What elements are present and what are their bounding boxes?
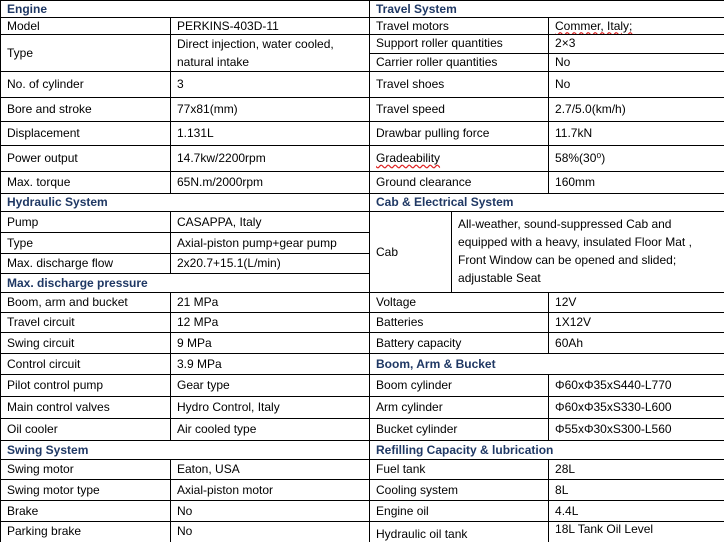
pressure-header: Max. discharge pressure	[1, 274, 370, 293]
travel-motors-value-text: Commer, Italy;	[555, 18, 633, 33]
engine-torque-label: Max. torque	[1, 172, 171, 194]
pressure-travel-value: 12 MPa	[171, 313, 370, 333]
travel-grade-label-text: Gradeability	[376, 151, 441, 165]
swing-type-value: Axial-piston motor	[171, 480, 370, 501]
hydraulic-type-value: Axial-piston pump+gear pump	[171, 233, 370, 254]
swing-motor-label: Swing motor	[1, 460, 171, 480]
travel-support-value: 2×3	[549, 35, 724, 54]
pressure-swing-value: 9 MPa	[171, 333, 370, 354]
engine-bore-value: 77x81(mm)	[171, 98, 370, 122]
engine-type-value: Direct injection, water cooled, natural intake	[171, 35, 370, 72]
travel-drawbar-value: 11.7kN	[549, 122, 724, 146]
boom-arm-bucket-header: Boom, Arm & Bucket	[370, 354, 724, 375]
travel-clearance-value: 160mm	[549, 172, 724, 194]
pressure-boom-label: Boom, arm and bucket	[1, 293, 171, 313]
engine-header: Engine	[1, 1, 370, 18]
boom-cylinder-label: Boom cylinder	[370, 375, 549, 397]
travel-clearance-label: Ground clearance	[370, 172, 549, 194]
pressure-pilot-label: Pilot control pump	[1, 375, 171, 397]
voltage-value: 12V	[549, 293, 724, 313]
engine-torque-value: 65N.m/2000rpm	[171, 172, 370, 194]
travel-carrier-value: No	[549, 53, 724, 72]
swing-brake-value: No	[171, 501, 370, 522]
hydraulic-flow-label: Max. discharge flow	[1, 254, 171, 274]
bucket-cylinder-value: Φ55xΦ30xS300-L560	[549, 419, 724, 441]
engine-cylinders-label: No. of cylinder	[1, 72, 171, 98]
engine-oil-label: Engine oil	[370, 501, 549, 522]
hydraulic-pump-label: Pump	[1, 212, 171, 233]
hydraulic-header: Hydraulic System	[1, 194, 370, 212]
swing-parking-label: Parking brake	[1, 522, 171, 542]
pressure-valves-label: Main control valves	[1, 397, 171, 419]
engine-displacement-label: Displacement	[1, 122, 171, 146]
engine-power-value: 14.7kw/2200rpm	[171, 146, 370, 172]
refilling-header: Refilling Capacity & lubrication	[370, 441, 724, 460]
travel-header: Travel System	[370, 1, 724, 18]
engine-power-label: Power output	[1, 146, 171, 172]
travel-shoes-value: No	[549, 72, 724, 98]
travel-motors-value	[549, 18, 724, 35]
travel-drawbar-label: Drawbar pulling force	[370, 122, 549, 146]
arm-cylinder-value: Φ60xΦ35xS330-L600	[549, 397, 724, 419]
travel-speed-label: Travel speed	[370, 98, 549, 122]
engine-type-label: Type	[1, 35, 171, 72]
swing-brake-label: Brake	[1, 501, 171, 522]
travel-grade-label	[370, 146, 549, 172]
batteries-label: Batteries	[370, 313, 549, 333]
cab-value: All-weather, sound-suppressed Cab and equipped with a heavy, insulated Floor Mat , Front Window can be opened and slided; adjustable Seat	[452, 212, 724, 293]
swing-motor-value: Eaton, USA	[171, 460, 370, 480]
swing-parking-value: No	[171, 522, 370, 542]
pressure-valves-value: Hydro Control, Italy	[171, 397, 370, 419]
pressure-cooler-label: Oil cooler	[1, 419, 171, 441]
hydraulic-pump-value: CASAPPA, Italy	[171, 212, 370, 233]
batteries-value: 1X12V	[549, 313, 724, 333]
engine-bore-label: Bore and stroke	[1, 98, 171, 122]
hydraulic-oil-tank-value: 18L Tank Oil Level	[549, 522, 724, 542]
engine-model-label: Model	[1, 18, 171, 35]
travel-shoes-label: Travel shoes	[370, 72, 549, 98]
pressure-control-label: Control circuit	[1, 354, 171, 375]
pressure-travel-label: Travel circuit	[1, 313, 171, 333]
engine-model-value: PERKINS-403D-11	[171, 18, 370, 35]
pressure-boom-value: 21 MPa	[171, 293, 370, 313]
boom-cylinder-value: Φ60xΦ35xS440-L770	[549, 375, 724, 397]
battery-capacity-label: Battery capacity	[370, 333, 549, 354]
pressure-swing-label: Swing circuit	[1, 333, 171, 354]
pressure-cooler-value: Air cooled type	[171, 419, 370, 441]
arm-cylinder-label: Arm cylinder	[370, 397, 549, 419]
cooling-system-label: Cooling system	[370, 480, 549, 501]
cab-electrical-header: Cab & Electrical System	[370, 194, 724, 212]
voltage-label: Voltage	[370, 293, 549, 313]
pressure-pilot-value: Gear type	[171, 375, 370, 397]
cooling-system-value: 8L	[549, 480, 724, 501]
pressure-control-value: 3.9 MPa	[171, 354, 370, 375]
swing-type-label: Swing motor type	[1, 480, 171, 501]
bucket-cylinder-label: Bucket cylinder	[370, 419, 549, 441]
cab-label: Cab	[370, 212, 452, 293]
fuel-tank-value: 28L	[549, 460, 724, 480]
engine-cylinders-value: 3	[171, 72, 370, 98]
battery-capacity-value: 60Ah	[549, 333, 724, 354]
hydraulic-type-label: Type	[1, 233, 171, 254]
travel-carrier-label: Carrier roller quantities	[370, 53, 549, 72]
travel-grade-value: 58%(30⁰)	[549, 146, 724, 172]
engine-oil-value: 4.4L	[549, 501, 724, 522]
fuel-tank-label: Fuel tank	[370, 460, 549, 480]
swing-header: Swing System	[1, 441, 370, 460]
hydraulic-flow-value: 2x20.7+15.1(L/min)	[171, 254, 370, 274]
travel-speed-value: 2.7/5.0(km/h)	[549, 98, 724, 122]
hydraulic-oil-tank-label: Hydraulic oil tank	[370, 522, 549, 542]
engine-displacement-value: 1.131L	[171, 122, 370, 146]
travel-support-label: Support roller quantities	[370, 35, 549, 54]
travel-motors-label: Travel motors	[370, 18, 549, 35]
